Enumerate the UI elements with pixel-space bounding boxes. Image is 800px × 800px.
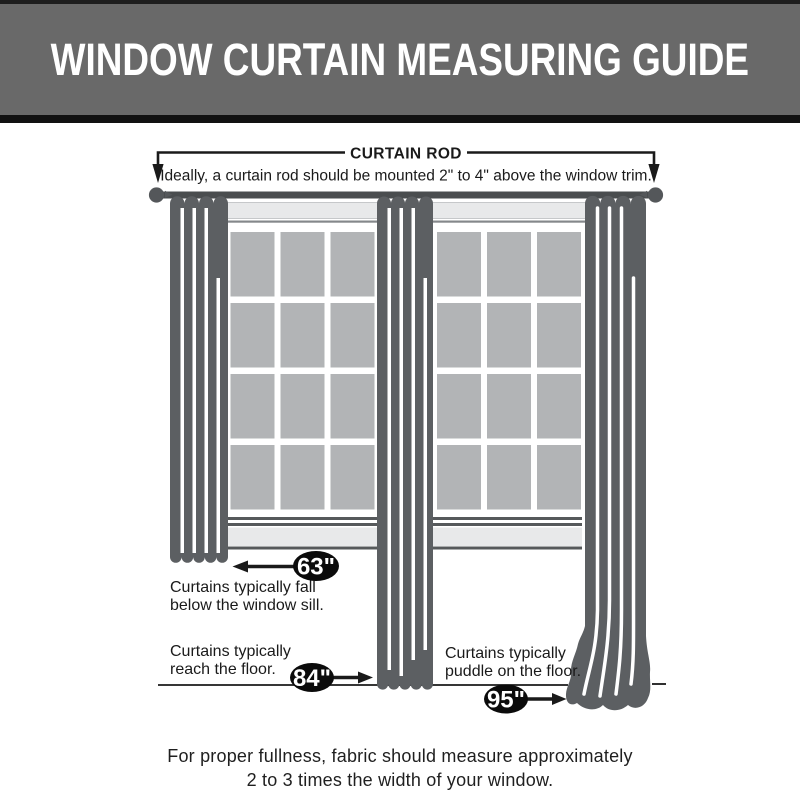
measurement-caption: Curtains typically fall [170, 579, 316, 596]
footer-note [167, 746, 632, 790]
finial-right-icon [648, 187, 663, 202]
window-pane [231, 445, 275, 510]
window-pane [281, 303, 325, 368]
header-banner [0, 4, 800, 115]
curtain-84 [377, 197, 433, 690]
window-pane [487, 232, 531, 297]
measurement-caption: puddle on the floor. [445, 663, 582, 680]
curtain-63 [170, 196, 228, 563]
window-pane [331, 445, 375, 510]
window-pane [231, 232, 275, 297]
arrow-right-icon [358, 672, 373, 684]
arrow-right-icon [552, 693, 567, 705]
window-pane [231, 374, 275, 439]
curtain-rod-callout [152, 146, 659, 185]
window-pane [537, 303, 581, 368]
page-title: WINDOW CURTAIN MEASURING GUIDE [50, 33, 750, 85]
window-pane [281, 374, 325, 439]
window-pane [487, 374, 531, 439]
rod-bar [159, 192, 653, 199]
measurement-value: 95" [486, 686, 526, 714]
measurement-caption: reach the floor. [170, 661, 276, 678]
window-pane [231, 303, 275, 368]
window-pane [437, 303, 481, 368]
measurement-caption: Curtains typically [170, 643, 291, 660]
rod-label: CURTAIN ROD [350, 145, 462, 163]
window-pane [537, 374, 581, 439]
measurement-95 [445, 645, 581, 714]
measurement-caption: Curtains typically [445, 645, 566, 662]
window-pane [437, 232, 481, 297]
measurement-caption: below the window sill. [170, 597, 324, 614]
measuring-diagram [0, 123, 800, 800]
window-pane [437, 374, 481, 439]
header-divider [0, 115, 800, 123]
arrow-left-icon [233, 561, 249, 573]
window-pane [281, 232, 325, 297]
window-pane [331, 303, 375, 368]
rod-note: Ideally, a curtain rod should be mounted 2" to 4" above the window trim. [160, 167, 652, 185]
window-pane [487, 303, 531, 368]
footer-line: For proper fullness, fabric should measure approximately [167, 746, 633, 766]
window-pane [487, 445, 531, 510]
measurement-value: 63" [296, 553, 336, 581]
window-pane [537, 232, 581, 297]
footer-line: 2 to 3 times the width of your window. [246, 770, 554, 790]
window-pane [437, 445, 481, 510]
window-pane [281, 445, 325, 510]
window-pane [331, 232, 375, 297]
window-pane [331, 374, 375, 439]
window-pane [537, 445, 581, 510]
measurement-value: 84" [292, 665, 332, 692]
finial-left-icon [149, 187, 164, 202]
